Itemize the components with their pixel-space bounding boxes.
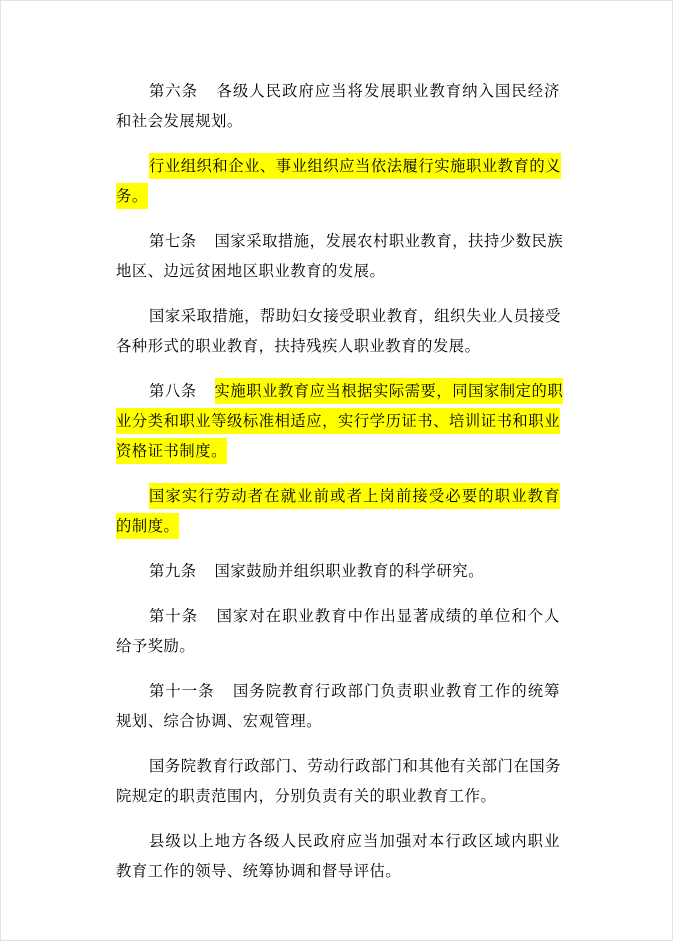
highlighted-text: 的制度。 [116, 513, 179, 539]
paragraph [116, 751, 560, 811]
text-segment: 院规定的职责范围内，分别负责有关的职业教育工作。 [116, 787, 497, 805]
paragraph [116, 76, 560, 136]
paragraph [116, 601, 560, 661]
paragraph [116, 676, 560, 736]
text-line [116, 826, 560, 856]
document-body [116, 76, 564, 901]
highlighted-text: 实施职业教育应当根据实际需要，同国家制定的职 [215, 378, 564, 404]
text-segment: 给予奖励。 [116, 637, 196, 655]
text-segment: 第十条 [149, 607, 199, 625]
text-line [116, 151, 560, 181]
text-line [116, 856, 560, 886]
highlighted-text: 行业组织和企业、事业组织应当依法履行实施职业教育的义 [149, 153, 561, 179]
text-line [116, 751, 560, 781]
text-line [116, 706, 560, 736]
text-line [116, 331, 560, 361]
text-segment: 第七条 [149, 232, 197, 250]
text-segment: 国家采取措施，发展农村职业教育，扶持少数民族 [214, 232, 564, 250]
text-line [116, 76, 560, 106]
highlighted-text: 国家实行劳动者在就业前或者上岗前接受必要的职业教育 [149, 483, 560, 509]
text-segment: 第八条 [149, 382, 197, 400]
text-segment: 各级人民政府应当将发展职业教育纳入国民经济 [216, 82, 560, 100]
text-segment: 第九条 [149, 562, 197, 580]
paragraph [116, 151, 560, 211]
text-line [116, 556, 560, 586]
paragraph [116, 301, 560, 361]
paragraph [116, 376, 564, 466]
text-segment: 地区、边远贫困地区职业教育的发展。 [116, 262, 386, 280]
paragraph [116, 556, 560, 586]
text-line [116, 301, 560, 331]
text-line [116, 781, 560, 811]
text-segment: 国家对在职业教育中作出显著成绩的单位和个人 [216, 607, 560, 625]
text-line [116, 676, 560, 706]
text-line [116, 256, 560, 286]
text-segment: 教育工作的领导、统筹协调和督导评估。 [116, 862, 402, 880]
paragraph [116, 481, 560, 541]
text-line [116, 436, 560, 466]
text-line [116, 226, 564, 256]
text-segment: 国家鼓励并组织职业教育的科学研究。 [214, 562, 484, 580]
text-segment: 和社会发展规划。 [116, 112, 243, 130]
text-segment: 国家采取措施，帮助妇女接受职业教育，组织失业人员接受 [149, 307, 562, 325]
text-line [116, 631, 560, 661]
paragraph [116, 226, 564, 286]
text-segment: 国务院教育行政部门负责职业教育工作的统筹 [232, 682, 560, 700]
paragraph [116, 826, 560, 886]
text-segment: 国务院教育行政部门、劳动行政部门和其他有关部门在国务 [149, 757, 562, 775]
text-segment: 第六条 [149, 82, 199, 100]
text-line [116, 106, 560, 136]
text-segment: 县级以上地方各级人民政府应当加强对本行政区域内职业 [149, 832, 560, 850]
text-segment: 第十一条 [149, 682, 215, 700]
text-line [116, 511, 560, 541]
highlighted-text: 资格证书制度。 [116, 438, 227, 464]
text-line [116, 406, 560, 436]
text-line [116, 181, 560, 211]
highlighted-text: 业分类和职业等级标准相适应，实行学历证书、培训证书和职业 [116, 408, 560, 434]
text-segment: 各种形式的职业教育，扶持残疾人职业教育的发展。 [116, 337, 481, 355]
highlighted-text: 务。 [116, 183, 148, 209]
text-line [116, 481, 560, 511]
text-segment: 规划、综合协调、宏观管理。 [116, 712, 323, 730]
text-line [116, 376, 564, 406]
text-line [116, 601, 560, 631]
